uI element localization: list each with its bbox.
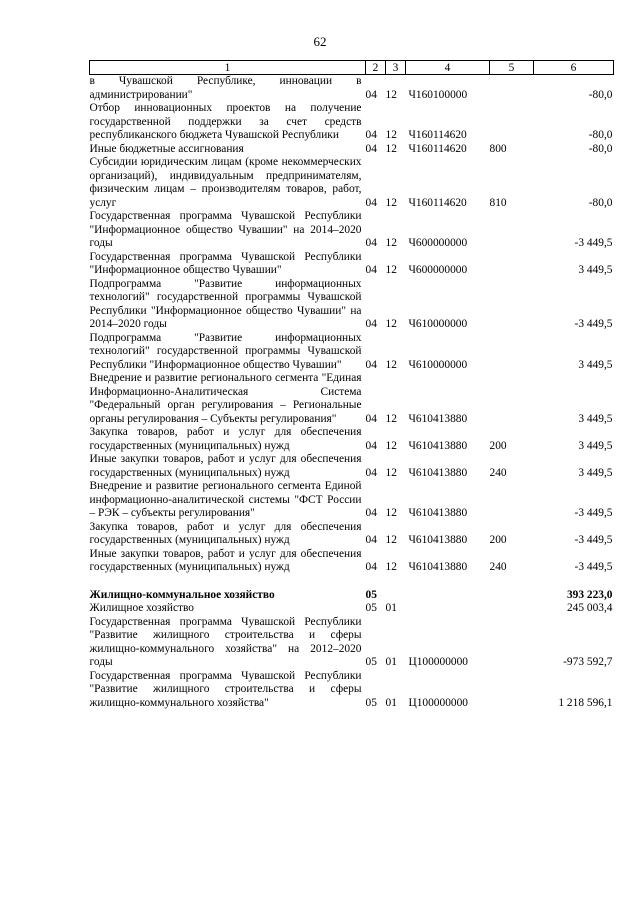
budget-table xyxy=(89,60,614,710)
row-section-code: 05 xyxy=(365,602,377,614)
row-name: Подпрограмма "Развитие информационных технологий" государственной программы Чувашской Республики "Информационное общество Чувашии" на 2014–2020 годы xyxy=(89,277,362,330)
row-subsection-code: 12 xyxy=(385,196,397,209)
row-expense-type-code xyxy=(490,589,534,603)
row-target-code: Ч600000000 xyxy=(408,264,468,276)
row-amount: 3 449,5 xyxy=(578,358,613,371)
row-amount: -3 449,5 xyxy=(574,237,613,249)
table-row xyxy=(90,251,614,278)
table-row xyxy=(90,102,614,143)
row-name: Государственная программа Чувашской Республики "Информационное общество Чувашии" xyxy=(89,250,362,276)
row-target-code: Ч610413880 xyxy=(408,466,468,479)
row-expense-type-code: 240 xyxy=(489,466,507,479)
row-subsection-code: 12 xyxy=(385,237,397,249)
row-target-code: Ч610413880 xyxy=(408,412,468,425)
row-name: Государственная программа Чувашской Республики "Развитие жилищного строительства и сферы жилищно-коммунального хозяйства" xyxy=(89,669,362,709)
row-amount: 245 003,4 xyxy=(566,602,613,614)
row-target-code: Ц100000000 xyxy=(408,696,468,709)
row-name: Внедрение и развитие регионального сегмента "Единая Информационно-Аналитическая Система "Федеральный орган регулирования – Региональные органы регулирования – Субъекты регулирования" xyxy=(89,372,362,425)
row-expense-type-code: 200 xyxy=(489,534,507,546)
row-target-code: Ч610413880 xyxy=(408,507,468,519)
row-target-code: Ц100000000 xyxy=(408,656,468,668)
row-name: Субсидии юридическим лицам (кроме некоммерческих организаций), индивидуальным предпринимателям, физическим лицам – производителям товаров, работ, услуг xyxy=(89,156,362,209)
row-subsection-code: 12 xyxy=(385,318,397,330)
row-subsection-code: 12 xyxy=(385,534,397,546)
row-target-code: Ч160100000 xyxy=(408,88,468,101)
row-name: Государственная программа Чувашской Республики "Развитие жилищного строительства и сферы жилищно-коммунального хозяйства" на 2012–2020 годы xyxy=(89,615,362,668)
header-cell: 6 xyxy=(534,61,614,75)
header-cell: 4 xyxy=(406,61,490,75)
header-cell: 5 xyxy=(490,61,534,75)
row-expense-type-code xyxy=(490,372,534,426)
row-section-code: 05 xyxy=(365,656,377,668)
row-expense-type-code xyxy=(490,602,534,616)
row-amount: -973 592,7 xyxy=(563,656,613,668)
row-target-code: Ч610000000 xyxy=(408,358,468,371)
row-subsection-code: 12 xyxy=(385,412,397,425)
row-expense-type-code: 200 xyxy=(489,439,507,452)
row-section-code: 04 xyxy=(365,318,377,330)
row-section-code: 04 xyxy=(365,237,377,249)
row-subsection-code: 01 xyxy=(385,656,397,668)
row-section-code: 04 xyxy=(365,561,377,573)
row-expense-type-code xyxy=(490,278,534,332)
row-subsection-code: 12 xyxy=(385,88,397,101)
table-row xyxy=(90,548,614,575)
row-amount: 393 223,0 xyxy=(566,588,613,601)
row-expense-type-code xyxy=(490,210,534,251)
row-section-code: 04 xyxy=(365,507,377,519)
row-target-code xyxy=(406,602,490,616)
row-expense-type-code: 800 xyxy=(489,142,507,155)
row-section-code: 04 xyxy=(365,358,377,371)
row-expense-type-code xyxy=(490,616,534,670)
row-amount: 3 449,5 xyxy=(578,466,613,479)
row-expense-type-code xyxy=(490,251,534,278)
table-row xyxy=(90,616,614,670)
table-row xyxy=(90,210,614,251)
row-name: Подпрограмма "Развитие информационных технологий" государственной программы Чувашской Республики "Информационное общество Чувашии" xyxy=(89,331,362,371)
table-row xyxy=(90,278,614,332)
row-name: Иные закупки товаров, работ и услуг для обеспечения государственных (муниципальных) нужд xyxy=(89,453,362,479)
row-amount: -3 449,5 xyxy=(574,534,613,546)
row-name: Государственная программа Чувашской Республики "Информационное общество Чувашии" на 2014–2020 годы xyxy=(89,210,362,249)
row-section-code: 04 xyxy=(365,466,377,479)
row-section-code: 04 xyxy=(365,439,377,452)
row-name: Отбор инновационных проектов на получение государственной поддержки за счет средств республиканского бюджета Чувашской Республики xyxy=(89,102,362,141)
row-target-code: Ч160114620 xyxy=(408,142,467,155)
header-cell: 1 xyxy=(90,61,366,75)
table-row xyxy=(90,332,614,373)
row-expense-type-code xyxy=(490,480,534,521)
row-target-code: Ч600000000 xyxy=(408,237,468,249)
table-row xyxy=(90,453,614,480)
row-amount: -3 449,5 xyxy=(574,561,613,573)
table-row xyxy=(90,480,614,521)
page-number: 62 xyxy=(313,34,327,49)
table-row xyxy=(90,602,614,616)
row-expense-type-code xyxy=(490,332,534,373)
row-subsection-code: 01 xyxy=(385,602,397,614)
row-amount: 3 449,5 xyxy=(578,412,613,425)
row-subsection-code: 12 xyxy=(385,507,397,519)
row-expense-type-code: 240 xyxy=(489,561,507,573)
row-name: Иные закупки товаров, работ и услуг для обеспечения государственных (муниципальных) нужд xyxy=(89,547,362,573)
table-row xyxy=(90,426,614,453)
row-name: Закупка товаров, работ и услуг для обеспечения государственных (муниципальных) нужд xyxy=(89,520,362,546)
row-amount: -80,0 xyxy=(588,196,613,209)
row-subsection-code: 12 xyxy=(385,358,397,371)
table-row xyxy=(90,75,614,103)
row-section-code: 04 xyxy=(365,142,377,155)
row-section-code: 04 xyxy=(365,534,377,546)
row-amount: 3 449,5 xyxy=(578,439,613,452)
row-section-code: 04 xyxy=(365,88,377,101)
row-name: Внедрение и развитие регионального сегмента Единой информационно-аналитической системы "ФСТ России – РЭК – субъекты регулирования" xyxy=(89,480,362,519)
row-amount: -80,0 xyxy=(588,142,613,155)
row-target-code: Ч160114620 xyxy=(408,129,467,141)
row-name: Жилищное хозяйство xyxy=(89,602,195,614)
spacer-row xyxy=(90,575,614,589)
row-section-code: 05 xyxy=(365,588,377,601)
row-amount: -3 449,5 xyxy=(574,507,613,519)
header-cell: 3 xyxy=(386,61,406,75)
row-section-code: 05 xyxy=(365,696,377,709)
row-amount: 3 449,5 xyxy=(578,264,613,276)
row-subsection-code: 12 xyxy=(385,466,397,479)
row-subsection-code xyxy=(386,589,406,603)
row-section-code: 04 xyxy=(365,412,377,425)
row-name: в Чувашской Республике, инновации в администрировании" xyxy=(89,75,362,101)
row-name: Закупка товаров, работ и услуг для обеспечения государственных (муниципальных) нужд xyxy=(89,426,362,452)
table-header-row xyxy=(90,61,614,75)
row-amount: -80,0 xyxy=(588,129,613,141)
row-subsection-code: 12 xyxy=(385,561,397,573)
table-row xyxy=(90,156,614,210)
row-name: Иные бюджетные ассигнования xyxy=(89,142,244,155)
row-target-code: Ч610413880 xyxy=(408,561,468,573)
row-target-code: Ч610413880 xyxy=(408,439,468,452)
row-expense-type-code xyxy=(490,75,534,103)
row-target-code xyxy=(406,589,490,603)
row-section-code: 04 xyxy=(365,129,377,141)
row-section-code: 04 xyxy=(365,196,377,209)
row-amount: -3 449,5 xyxy=(574,318,613,330)
row-expense-type-code: 810 xyxy=(489,196,507,209)
row-subsection-code: 01 xyxy=(385,696,397,709)
row-amount: -80,0 xyxy=(588,88,613,101)
row-target-code: Ч610000000 xyxy=(408,318,468,330)
table-row xyxy=(90,143,614,157)
row-amount: 1 218 596,1 xyxy=(558,696,613,709)
table-row xyxy=(90,670,614,711)
row-section-code: 04 xyxy=(365,264,377,276)
table-row xyxy=(90,521,614,548)
row-expense-type-code xyxy=(490,670,534,711)
header-cell: 2 xyxy=(366,61,386,75)
row-name: Жилищно-коммунальное хозяйство xyxy=(89,588,275,601)
table-row xyxy=(90,372,614,426)
row-subsection-code: 12 xyxy=(385,439,397,452)
row-target-code: Ч160114620 xyxy=(408,196,467,209)
table-row xyxy=(90,589,614,603)
row-target-code: Ч610413880 xyxy=(408,534,468,546)
row-subsection-code: 12 xyxy=(385,129,397,141)
row-subsection-code: 12 xyxy=(385,142,397,155)
row-expense-type-code xyxy=(490,102,534,143)
row-subsection-code: 12 xyxy=(385,264,397,276)
